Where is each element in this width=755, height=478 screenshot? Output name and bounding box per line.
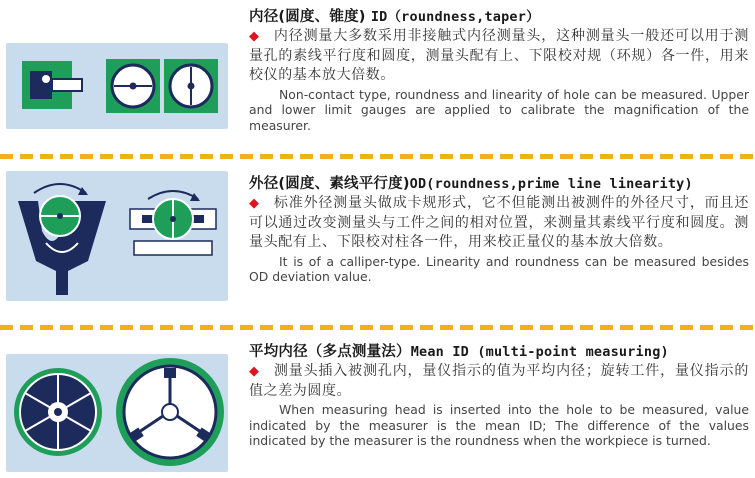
section-mean-id (0, 332, 755, 478)
section-od-title (249, 174, 749, 194)
section-mean-id-body-en (249, 402, 749, 449)
mean-id-illustration (6, 354, 228, 472)
section-id-text (249, 7, 749, 133)
section-id-title (249, 7, 749, 27)
section-divider (0, 325, 755, 330)
body-en: When measuring head is inserted into the hole to be measured, value indicated by the measurer is the mean ID; The difference of the values indicated by the measurer is the roundness when the workpiece is turned. (249, 402, 749, 448)
title-zh: 平均内径（多点测量法） (249, 344, 411, 360)
section-od (0, 160, 755, 320)
od-calliper-illustration (6, 171, 228, 301)
section-mean-id-body-zh (249, 362, 749, 401)
section-id-body-en (249, 87, 749, 134)
title-en: OD(roundness,prime line linearity) (409, 176, 693, 192)
section-mean-id-text (249, 342, 749, 449)
section-od-body-zh (249, 194, 749, 253)
red-diamond-bullet-icon: ◆ (249, 29, 260, 44)
body-en: Non-contact type, roundness and linearity of hole can be measured. Upper and lower limit gauges are applied to calibrate the magnification of the measurer. (249, 86, 749, 133)
section-od-text (249, 174, 749, 285)
od-calliper-icon (6, 171, 228, 301)
section-id (0, 0, 755, 150)
section-mean-id-title (249, 342, 749, 362)
body-zh: 标准外径测量头做成卡规形式，它不但能测出被测件的外径尺寸，而且还可以通过改变测量头与工件之间的相对位置，来测量其素线平行度和圆度。测量头配有上、下限校对柱各一件，用来校正量仪的基本放大倍数。 (249, 195, 749, 250)
body-zh: 内径测量大多数采用非接触式内径测量头，这种测量头一般还可以用于测量孔的素线平行度和圆度，测量头配有上、下限校对规（环规）各一件，用来校仪的基本放大倍数。 (249, 28, 749, 83)
title-en: Mean ID (multi-point measuring) (410, 344, 669, 360)
mean-id-icon (6, 354, 228, 472)
red-diamond-bullet-icon: ◆ (249, 364, 260, 379)
section-id-body-zh (249, 27, 749, 86)
title-en: ID（roundness,taper） (370, 9, 540, 25)
section-od-body-en (249, 254, 749, 285)
body-en: It is of a calliper-type. Linearity and roundness can be measured besides OD deviation value. (249, 253, 749, 284)
id-gauge-illustration (6, 43, 228, 129)
body-zh: 测量头插入被测孔内，量仪指示的值为平均内径；旋转工件，量仪指示的值之差为圆度。 (249, 363, 749, 399)
section-divider (0, 154, 755, 159)
id-gauge-icon (6, 43, 228, 129)
red-diamond-bullet-icon: ◆ (249, 196, 260, 211)
title-zh: 内径(圆度、锥度) (249, 9, 366, 25)
title-zh: 外径(圆度、素线平行度) (249, 176, 410, 192)
